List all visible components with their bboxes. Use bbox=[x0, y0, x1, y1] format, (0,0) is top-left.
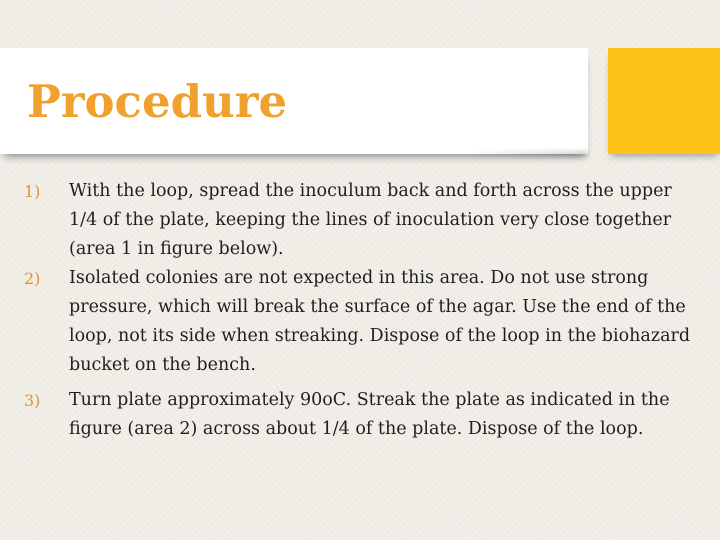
step-text: Turn plate approximately 90oC. Streak the plate as indicated in the figure (area 2) across about 1/4 of the plate. Dispose of the loop. bbox=[69, 390, 670, 439]
step-number: 1) bbox=[24, 182, 41, 201]
step-number: 3) bbox=[24, 391, 41, 410]
slide-title: Procedure bbox=[27, 75, 288, 128]
procedure-step bbox=[24, 177, 704, 264]
step-number: 2) bbox=[24, 269, 41, 288]
procedure-steps-list bbox=[24, 177, 704, 444]
step-text: With the loop, spread the inoculum back and forth across the upper 1/4 of the plate, keeping the lines of inoculation very close together (area 1 in figure below). bbox=[69, 181, 672, 259]
accent-box bbox=[608, 48, 720, 154]
step-text: Isolated colonies are not expected in this area. Do not use strong pressure, which will break the surface of the agar. Use the end of the loop, not its side when streaking. Dispose of the loop in the biohazard bucket on the bench. bbox=[69, 268, 691, 375]
procedure-step bbox=[24, 386, 704, 444]
procedure-step bbox=[24, 264, 704, 380]
